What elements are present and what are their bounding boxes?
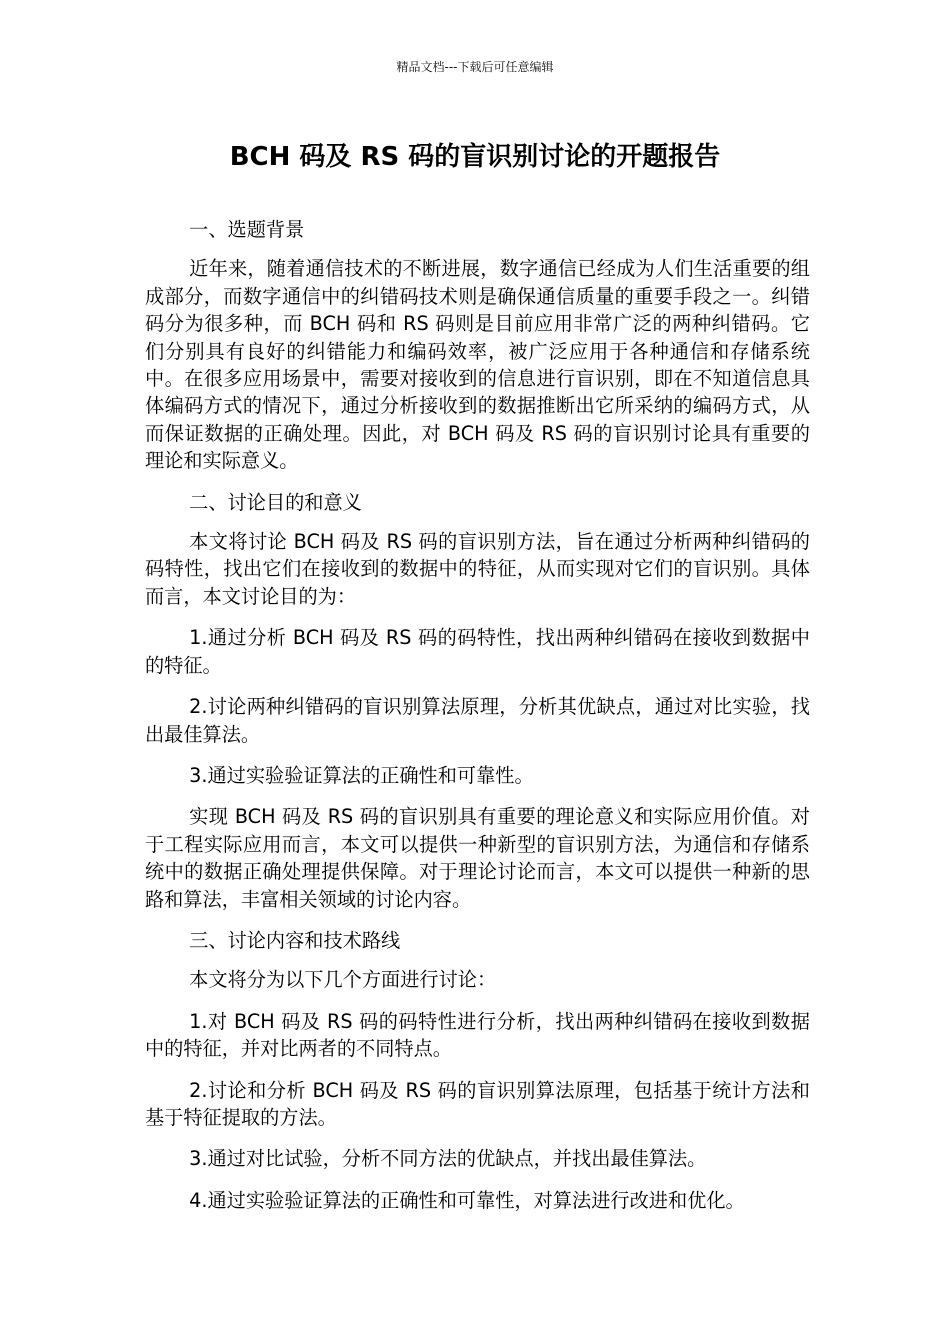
paragraph-background: 近年来，随着通信技术的不断进展，数字通信已经成为人们生活重要的组成部分，而数字通信中的纠错码技术则是确保通信质量的重要手段之一。纠错码分为很多种，而 BCH 码和 RS 码则是目前应用非常广泛的两种纠错码。它们分别具有良好的纠错能力和编码效率，被广泛应用于各种通信和存储系统中。在很多应用场景中，需要对接收到的信息进行盲识别，即在不知道信息具体编码方式的情况下，通过分析接收到的数据推断出它所采纳的编码方式，从而保证数据的正确处理。因此，对 BCH 码及 RS 码的盲识别讨论具有重要的理论和实际意义。 — [145, 257, 810, 473]
section-heading-background: 一、选题背景 — [189, 218, 305, 241]
list-item-purpose-3: 3.通过实验验证算法的正确性和可靠性。 — [189, 763, 534, 787]
paragraph-content-intro: 本文将分为以下几个方面进行讨论： — [189, 968, 497, 992]
list-item-content-3: 3.通过对比试验，分析不同方法的优缺点，并找出最佳算法。 — [189, 1147, 707, 1171]
document-title: BCH 码及 RS 码的盲识别讨论的开题报告 — [229, 142, 721, 172]
list-item-content-2: 2.讨论和分析 BCH 码及 RS 码的盲识别算法原理，包括基于统计方法和基于特征提取的方法。 — [145, 1078, 810, 1129]
paragraph-purpose-intro: 本文将讨论 BCH 码及 RS 码的盲识别方法，旨在通过分析两种纠错码的码特性，找出它们在接收到的数据中的特征，从而实现对它们的盲识别。具体而言，本文讨论目的为： — [145, 530, 810, 608]
section-heading-purpose: 二、讨论目的和意义 — [189, 490, 362, 514]
header-note: 精品文档---下载后可任意编辑 — [396, 60, 554, 74]
document-body — [145, 216, 810, 1228]
list-item-purpose-2: 2.讨论两种纠错码的盲识别算法原理，分析其优缺点，通过对比实验，找出最佳算法。 — [145, 695, 810, 746]
section-heading-content: 三、讨论内容和技术路线 — [189, 928, 401, 952]
list-item-content-1: 1.对 BCH 码及 RS 码的码特性进行分析，找出两种纠错码在接收到数据中的特征，并对比两者的不同特点。 — [145, 1009, 810, 1061]
paragraph-significance: 实现 BCH 码及 RS 码的盲识别具有重要的理论意义和实际应用价值。对于工程实际应用而言，本文可以提供一种新型的盲识别方法，为通信和存储系统中的数据正确处理提供保障。对于理论讨论而言，本文可以提供一种新的思路和算法，丰富相关领域的讨论内容。 — [145, 805, 810, 911]
list-item-content-4: 4.通过实验验证算法的正确性和可靠性，对算法进行改进和优化。 — [189, 1188, 745, 1212]
list-item-purpose-1: 1.通过分析 BCH 码及 RS 码的码特性，找出两种纠错码在接收到数据中的特征。 — [145, 626, 810, 677]
